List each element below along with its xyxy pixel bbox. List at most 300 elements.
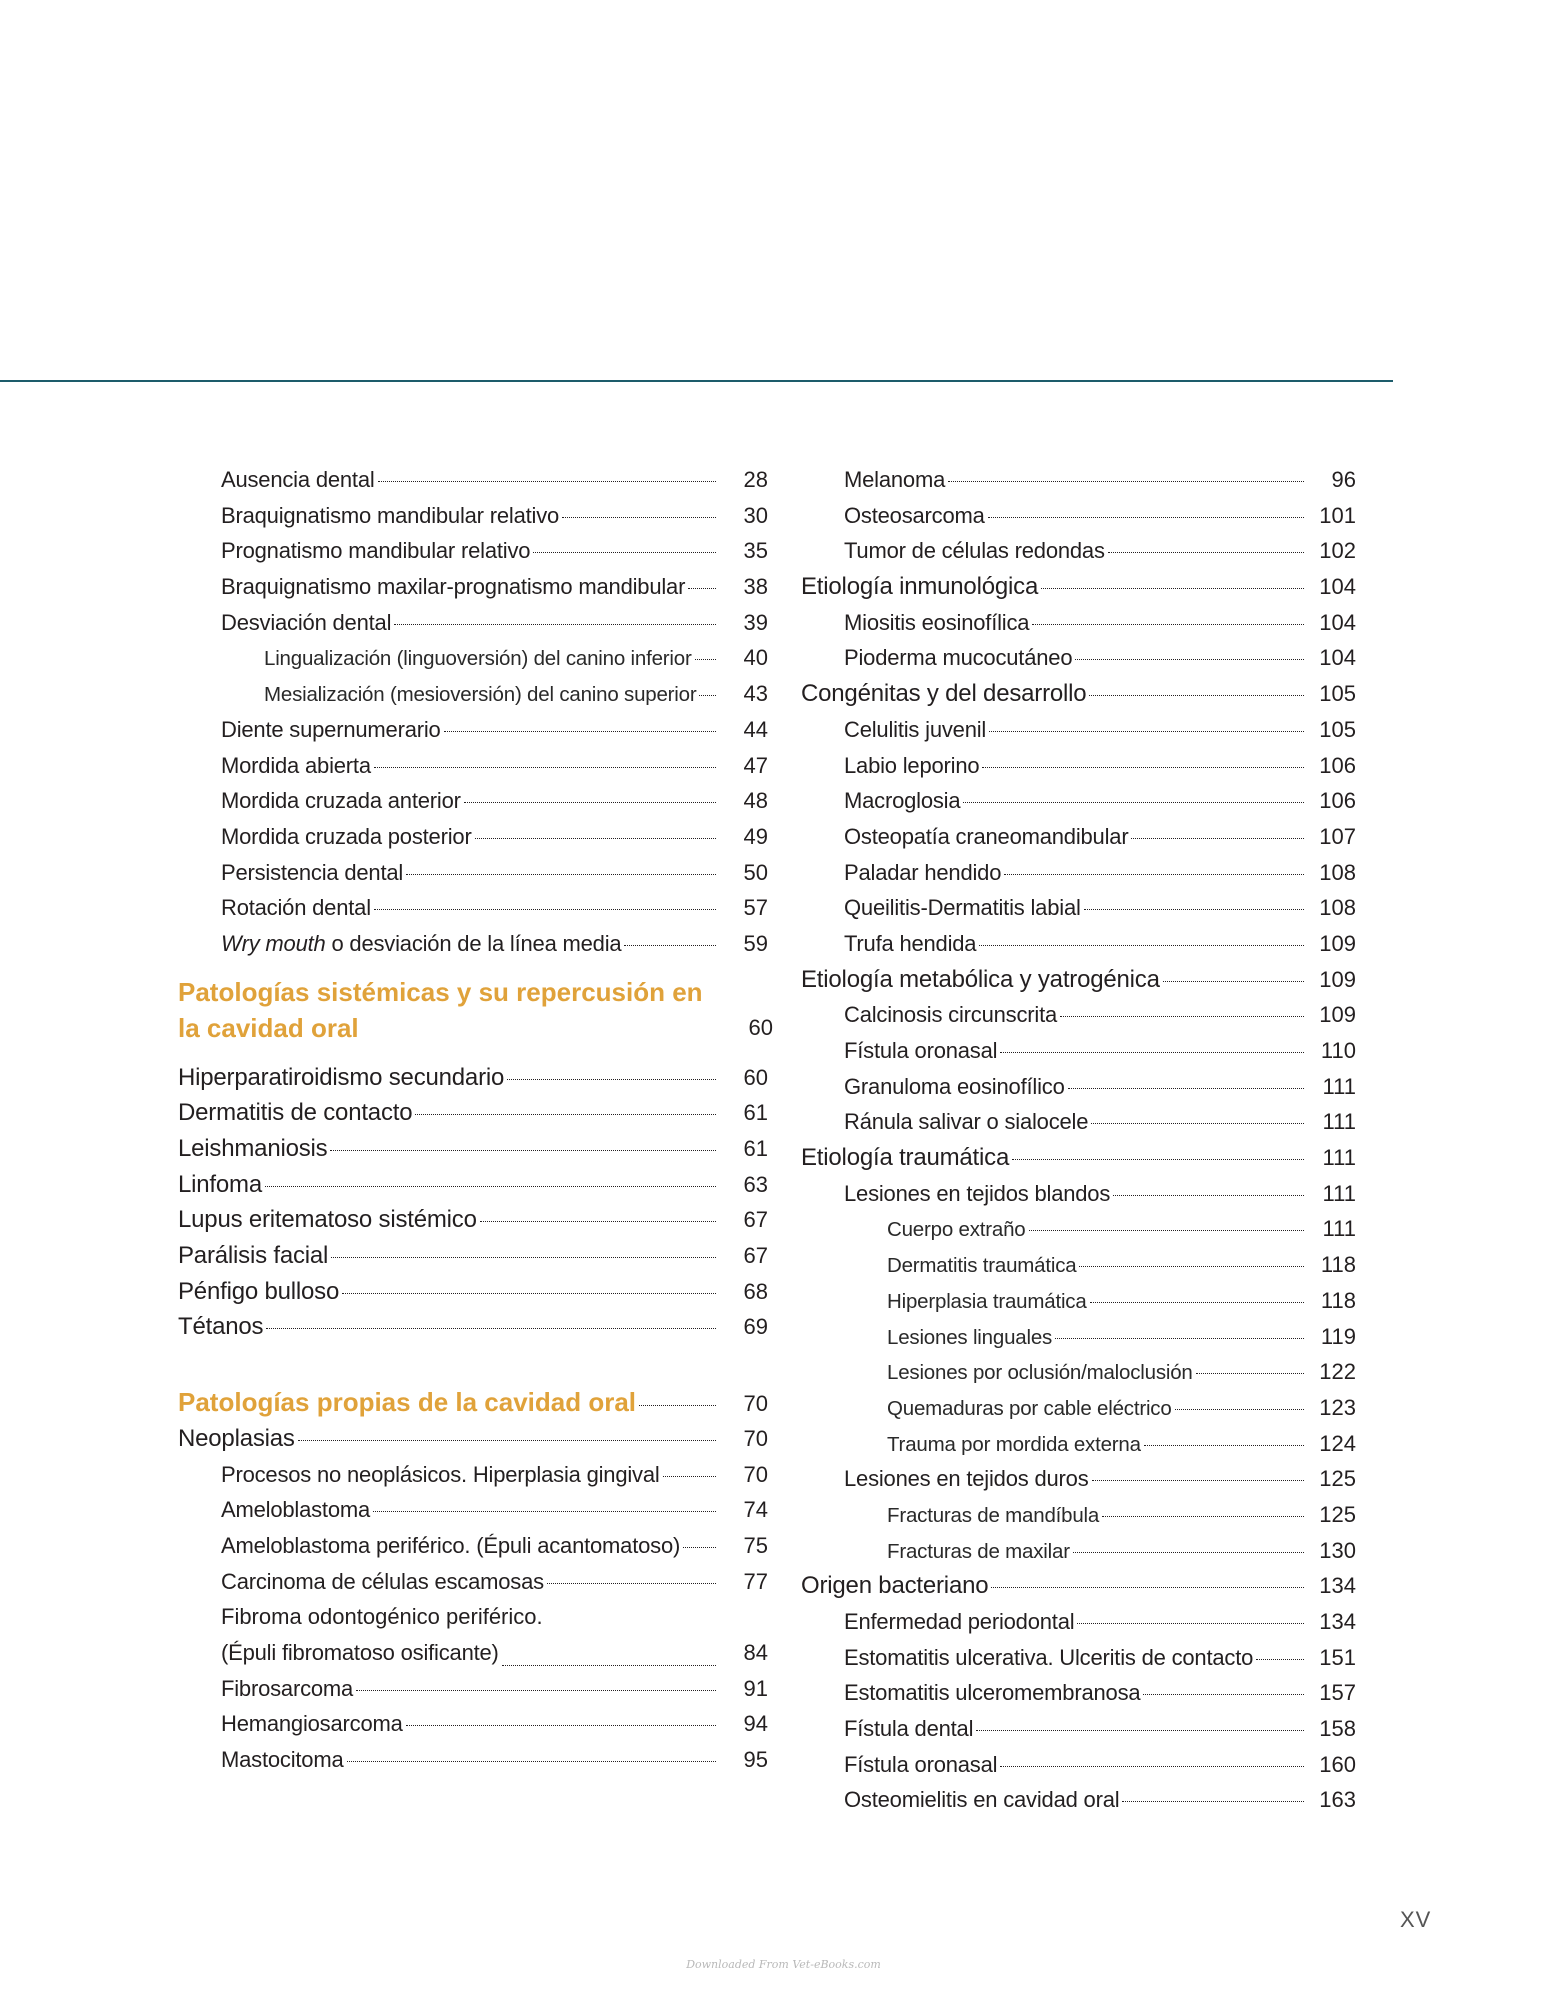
toc-entry-prognatismo-mandibular-relativo[interactable] [178, 533, 768, 569]
toc-entry-label: Labio leporino [844, 752, 980, 778]
toc-entry-label: Fístula oronasal [844, 1038, 998, 1063]
toc-leader-dots [1004, 873, 1304, 875]
toc-entry-osteomielitis-en-cavidad-oral[interactable] [801, 1782, 1356, 1818]
toc-entry-estomatitis-ulceromembranosa[interactable] [801, 1675, 1356, 1711]
toc-entry-line [844, 1782, 1356, 1818]
toc-page-number: 109 [1319, 966, 1356, 992]
toc-leader-dots [415, 1113, 716, 1115]
toc-page-number: 57 [743, 895, 768, 921]
toc-entry-label: Tétanos [178, 1313, 264, 1341]
toc-leader-dots [1000, 1051, 1304, 1053]
toc-page-number: 94 [743, 1711, 768, 1737]
toc-leader-dots [988, 516, 1304, 518]
toc-page-number: 110 [1320, 1038, 1356, 1063]
toc-entry-lingualizacion-linguoversion-del-canino-inferior[interactable] [178, 640, 768, 676]
toc-entry-queilitis-dermatitis-labial[interactable] [801, 890, 1356, 926]
toc-leader-dots [989, 730, 1304, 732]
toc-page-number: 44 [743, 716, 768, 742]
toc-page-number: 108 [1319, 859, 1356, 885]
toc-leader-dots [1012, 1158, 1304, 1160]
toc-page-number: 163 [1319, 1787, 1356, 1813]
toc-page-number: 111 [1322, 1073, 1356, 1099]
toc-entry-label: Paladar hendido [844, 859, 1002, 885]
toc-entry-line [178, 974, 773, 1046]
toc-entry-label: Quemaduras por cable eléctrico [887, 1396, 1172, 1420]
toc-entry-line [801, 1568, 1356, 1604]
toc-entry-line [844, 498, 1356, 534]
toc-entry-mordida-cruzada-posterior[interactable] [178, 819, 768, 855]
toc-entry-macroglosia[interactable] [801, 783, 1356, 819]
toc-entry-line [844, 926, 1356, 962]
toc-entry-label: Persistencia dental [221, 859, 404, 885]
toc-entry-label: Patologías sistémicas y su repercusión en la cavidad oral [178, 976, 703, 1043]
toc-entry-estomatitis-ulcerativa-ulceritis-de-contacto[interactable] [801, 1640, 1356, 1676]
toc-entry-fracturas-de-mandibula[interactable] [801, 1497, 1356, 1533]
toc-entry-lesiones-por-oclusion-maloclusion[interactable] [801, 1354, 1356, 1390]
toc-entry-pioderma-mucocutaneo[interactable] [801, 640, 1356, 676]
toc-entry-line [887, 1211, 1356, 1248]
toc-leader-dots [464, 801, 716, 803]
toc-page-number: 69 [743, 1314, 768, 1340]
toc-entry-line [844, 533, 1356, 569]
toc-page-number: 124 [1319, 1430, 1356, 1456]
toc-leader-dots [1144, 1444, 1304, 1446]
toc-entry-label: Osteopatía craneomandibular [844, 823, 1129, 849]
toc-page-number: 130 [1319, 1537, 1356, 1563]
toc-entry-paladar-hendido[interactable] [801, 855, 1356, 891]
toc-entry-osteopatia-craneomandibular[interactable] [801, 819, 1356, 855]
toc-leader-dots [1075, 658, 1304, 660]
toc-entry-ameloblastoma-periferico-epuli-acantomatoso[interactable] [178, 1528, 768, 1564]
toc-page-number: 70 [743, 1425, 768, 1451]
toc-entry-trufa-hendida[interactable] [801, 926, 1356, 962]
toc-leader-dots [1077, 1622, 1304, 1624]
toc-entry-lesiones-en-tejidos-blandos[interactable] [801, 1176, 1356, 1212]
toc-leader-dots [533, 551, 716, 553]
toc-leader-dots [480, 1220, 716, 1222]
toc-entry-label: Mastocitoma [221, 1747, 344, 1773]
toc-entry-label: Fracturas de maxilar [887, 1539, 1070, 1563]
toc-entry-dermatitis-de-contacto[interactable] [178, 1095, 768, 1131]
toc-page-number: 74 [743, 1497, 768, 1523]
toc-entry-lesiones-en-tejidos-duros[interactable] [801, 1461, 1356, 1497]
toc-leader-dots [507, 1078, 716, 1080]
toc-page-number: 119 [1320, 1323, 1356, 1349]
toc-leader-dots [663, 1475, 716, 1477]
toc-page-number: 47 [743, 752, 768, 778]
toc-leader-dots [1079, 1265, 1304, 1267]
toc-entry-line [178, 1060, 768, 1096]
toc-entry-line [801, 676, 1356, 712]
toc-leader-dots [979, 944, 1304, 946]
toc-entry-braquignatismo-mandibular-relativo[interactable] [178, 498, 768, 534]
toc-entry-label: Carcinoma de células escamosas [221, 1568, 544, 1594]
toc-entry-line [221, 890, 768, 926]
toc-entry-line [221, 605, 768, 641]
toc-entry-origen-bacteriano[interactable] [801, 1568, 1356, 1604]
toc-page-number: 111 [1322, 1145, 1356, 1171]
toc-entry-label: Lingualización (linguoversión) del canino inferior [264, 647, 692, 671]
toc-entry-label: Pénfigo bulloso [178, 1277, 340, 1305]
toc-page-number: 48 [743, 788, 768, 814]
toc-entry-line [844, 783, 1356, 819]
toc-entry-line [221, 1742, 768, 1778]
toc-page-number: 157 [1319, 1680, 1356, 1706]
toc-leader-dots [1175, 1408, 1304, 1410]
toc-entry-congenitas-y-del-desarrollo[interactable] [801, 676, 1356, 712]
toc-leader-dots [547, 1582, 716, 1584]
toc-entry-label: Lesiones por oclusión/maloclusión [887, 1361, 1193, 1385]
toc-leader-dots [1113, 1194, 1304, 1196]
toc-entry-wry-mouth-o-desviacion-de-la-linea-media[interactable] [178, 926, 768, 962]
toc-entry-dermatitis-traumatica[interactable] [801, 1247, 1356, 1283]
toc-entry-label: Fístula dental [844, 1716, 974, 1742]
toc-page-number: 38 [743, 574, 768, 600]
toc-entry-label: Ausencia dental [221, 467, 375, 492]
toc-entry-cuerpo-extrano[interactable] [801, 1211, 1356, 1247]
toc-entry-fistula-dental[interactable] [801, 1711, 1356, 1747]
toc-entry-label: Congénitas y del desarrollo [801, 680, 1087, 708]
toc-entry-label: Braquignatismo maxilar-prognatismo mandibular [221, 574, 686, 600]
toc-entry-trauma-por-mordida-externa[interactable] [801, 1426, 1356, 1462]
toc-page-number: 108 [1319, 895, 1356, 921]
toc-entry-line [844, 819, 1356, 855]
toc-page-number: 68 [743, 1278, 768, 1304]
toc-entry-persistencia-dental[interactable] [178, 855, 768, 891]
toc-leader-dots [1089, 694, 1304, 696]
toc-leader-dots [683, 1546, 716, 1548]
toc-page-number: 106 [1319, 788, 1356, 814]
toc-entry-fracturas-de-maxilar[interactable] [801, 1533, 1356, 1569]
toc-entry-label: Lesiones en tejidos duros [844, 1466, 1089, 1492]
toc-entry-label: Hemangiosarcoma [221, 1711, 403, 1737]
toc-entry-line [221, 569, 768, 605]
toc-entry-line [178, 1167, 768, 1203]
toc-entry-label: Lesiones en tejidos blandos [844, 1180, 1111, 1206]
toc-entry-line [221, 462, 768, 498]
watermark: Downloaded From Vet-eBooks.com [686, 1958, 881, 1971]
toc-entry-label: Mordida abierta [221, 752, 371, 778]
toc-page-number: 123 [1319, 1394, 1356, 1420]
toc-column-right [801, 462, 1356, 1818]
toc-leader-dots [963, 801, 1304, 803]
toc-page-number: 111 [1322, 1109, 1356, 1135]
toc-leader-dots [347, 1760, 716, 1762]
toc-page-number: 39 [743, 609, 768, 635]
toc-page-number: 77 [743, 1568, 768, 1594]
toc-entry-label: Ameloblastoma periférico. (Épuli acantomatoso) [221, 1532, 681, 1558]
toc-entry-label: Estomatitis ulceromembranosa [844, 1680, 1141, 1706]
toc-entry-label: Queilitis-Dermatitis labial [844, 895, 1081, 921]
toc-page-number: 60 [743, 1064, 768, 1090]
toc-leader-dots [1000, 1765, 1304, 1767]
toc-entry-label: Tumor de células redondas [844, 538, 1105, 564]
toc-entry-paralisis-facial[interactable] [178, 1238, 768, 1274]
toc-leader-dots [342, 1292, 716, 1294]
toc-entry-etiologia-metabolica-y-yatrogenica[interactable] [801, 962, 1356, 998]
toc-page-number: 104 [1319, 574, 1356, 600]
toc-entry-label: Lupus eritematoso sistémico [178, 1206, 477, 1234]
toc-entry-tetanos[interactable] [178, 1309, 768, 1345]
toc-entry-line [844, 1069, 1356, 1105]
toc-page-number: 134 [1319, 1573, 1356, 1599]
toc-entry-label: Fracturas de mandíbula [887, 1503, 1100, 1527]
toc-entry-label: Trauma por mordida externa [887, 1432, 1141, 1456]
toc-entry-line [221, 855, 768, 891]
toc-entry-line [221, 1528, 768, 1564]
toc-entry-line [178, 1238, 768, 1274]
toc-entry-label: Mesialización (mesioversión) del canino superior [264, 683, 697, 707]
toc-leader-dots [1029, 1229, 1304, 1231]
toc-entry-line [844, 997, 1356, 1033]
toc-entry-line [844, 855, 1356, 891]
toc-leader-dots [1102, 1515, 1304, 1517]
toc-leader-dots [1060, 1015, 1304, 1017]
toc-entry-miositis-eosinofilica[interactable] [801, 605, 1356, 641]
toc-leader-dots [562, 516, 716, 518]
toc-entry-line [844, 640, 1356, 676]
toc-column-left [178, 462, 773, 1778]
toc-entry-label: (Épuli fibromatoso osificante) [221, 1639, 499, 1665]
toc-leader-dots [1084, 908, 1304, 910]
toc-leader-dots [1091, 1122, 1304, 1124]
toc-leader-dots [378, 480, 716, 482]
toc-entry-line [178, 1309, 768, 1345]
toc-entry-hiperplasia-traumatica[interactable] [801, 1283, 1356, 1319]
toc-entry-label: Procesos no neoplásicos. Hiperplasia gingival [221, 1461, 660, 1487]
toc-leader-dots [406, 1724, 716, 1726]
toc-entry-label: Etiología inmunológica [801, 573, 1039, 601]
toc-entry-etiologia-traumatica[interactable] [801, 1140, 1356, 1176]
toc-leader-dots [444, 730, 716, 732]
toc-page-number: 75 [743, 1532, 768, 1558]
toc-leader-dots [374, 908, 716, 910]
toc-entry-ranula-salivar-o-sialocele[interactable] [801, 1104, 1356, 1140]
toc-entry-label: Linfoma [178, 1170, 262, 1198]
toc-entry-label: Desviación dental [221, 609, 392, 635]
toc-entry-line [887, 1390, 1356, 1427]
toc-entry-line [221, 819, 768, 855]
toc-entry-label: Lesiones linguales [887, 1325, 1053, 1349]
toc-page-number: 49 [743, 823, 768, 849]
toc-entry-mordida-abierta[interactable] [178, 748, 768, 784]
toc-entry-label: Wry mouth o desviación de la línea media [221, 930, 622, 956]
toc-entry-braquignatismo-maxilar-prognatismo-mandibular[interactable] [178, 569, 768, 605]
toc-leader-dots [330, 1149, 716, 1151]
page-number: XV [1400, 1907, 1432, 1932]
toc-entry-label: Trufa hendida [844, 930, 977, 956]
toc-leader-dots [699, 694, 716, 696]
toc-leader-dots [1041, 587, 1304, 589]
toc-entry-procesos-no-neoplasicos-hiperplasia-gingival[interactable] [178, 1457, 768, 1493]
toc-entry-line [844, 1033, 1356, 1069]
toc-leader-dots [991, 1586, 1304, 1588]
toc-entry-diente-supernumerario[interactable] [178, 712, 768, 748]
toc-entry-granuloma-eosinofilico[interactable] [801, 1069, 1356, 1105]
toc-leader-dots [982, 766, 1304, 768]
toc-page-number: 111 [1322, 1180, 1356, 1206]
toc-leader-dots [1143, 1693, 1304, 1695]
toc-leader-dots [624, 944, 716, 946]
toc-page-number: 84 [743, 1639, 768, 1665]
toc-entry-ausencia-dental[interactable] [178, 462, 768, 498]
toc-entry-mastocitoma[interactable] [178, 1742, 768, 1778]
toc-entry-fistula-oronasal[interactable] [801, 1747, 1356, 1783]
toc-entry-penfigo-bulloso[interactable] [178, 1274, 768, 1310]
toc-entry-linfoma[interactable] [178, 1167, 768, 1203]
toc-entry-line [178, 1421, 768, 1457]
toc-entry-hiperparatiroidismo-secundario[interactable] [178, 1060, 768, 1096]
toc-entry-mesializacion-mesioversion-del-canino-superior[interactable] [178, 676, 768, 712]
toc-leader-dots [1055, 1337, 1304, 1339]
toc-entry-label: Diente supernumerario [221, 716, 441, 742]
toc-entry-ameloblastoma[interactable] [178, 1492, 768, 1528]
toc-leader-dots [1073, 1551, 1304, 1553]
toc-leader-dots [374, 766, 716, 768]
toc-entry-line [801, 1140, 1356, 1176]
toc-entry-label: Origen bacteriano [801, 1572, 989, 1600]
toc-entry-label: Fístula oronasal [844, 1751, 998, 1777]
toc-entry-label: Hiperplasia traumática [887, 1289, 1087, 1313]
toc-entry-etiologia-inmunologica[interactable] [801, 569, 1356, 605]
toc-leader-dots [1122, 1800, 1304, 1802]
toc-entry-lupus-eritematoso-sistemico[interactable] [178, 1202, 768, 1238]
toc-page-number: 61 [743, 1136, 768, 1161]
toc-page-number: 105 [1319, 716, 1356, 742]
toc-entry-line [844, 1711, 1356, 1747]
toc-entry-celulitis-juvenil[interactable] [801, 712, 1356, 748]
toc-page-number: 107 [1319, 823, 1356, 849]
toc-entry-line [801, 962, 1356, 998]
toc-page-number: 158 [1319, 1716, 1356, 1742]
toc-entry-label: Dermatitis de contacto [178, 1099, 413, 1127]
toc-entry-label: Rotación dental [221, 895, 371, 921]
toc-leader-dots [1131, 837, 1304, 839]
toc-entry-enfermedad-periodontal[interactable] [801, 1604, 1356, 1640]
toc-entry-label: Enfermedad periodontal [844, 1609, 1075, 1634]
toc-entry-fibroma-odontogenico-periferico[interactable] [178, 1599, 768, 1670]
toc-entry-hemangiosarcoma[interactable] [178, 1706, 768, 1742]
toc-entry-label: Granuloma eosinofílico [844, 1073, 1065, 1099]
toc-entry-leishmaniosis[interactable] [178, 1131, 768, 1167]
toc-leader-dots [1163, 980, 1304, 982]
toc-entry-tumor-de-celulas-redondas[interactable] [801, 533, 1356, 569]
toc-entry-line [221, 1671, 768, 1707]
toc-entry-label: Patologías propias de la cavidad oral [178, 1387, 637, 1418]
toc-entry-fibrosarcoma[interactable] [178, 1671, 768, 1707]
toc-entry-line [221, 783, 768, 819]
toc-page-number: 106 [1319, 752, 1356, 778]
toc-entry-label: Osteosarcoma [844, 502, 985, 528]
toc-entry-line [178, 1385, 768, 1422]
toc-entry-line [844, 1604, 1356, 1640]
toc-leader-dots [1092, 1479, 1305, 1481]
toc-entry-line [178, 1095, 768, 1131]
toc-leader-dots [265, 1185, 716, 1187]
toc-entry-mordida-cruzada-anterior[interactable] [178, 783, 768, 819]
toc-entry-label: Fibrosarcoma [221, 1675, 354, 1701]
toc-leader-dots [373, 1510, 716, 1512]
toc-page-number: 118 [1320, 1252, 1356, 1278]
toc-leader-dots [1090, 1301, 1304, 1303]
toc-entry-line [221, 1635, 768, 1671]
toc-entry-label: Estomatitis ulcerativa. Ulceritis de contacto [844, 1644, 1254, 1670]
toc-leader-dots [688, 587, 716, 589]
toc-page-number: 96 [1331, 467, 1356, 492]
toc-leader-dots [1196, 1372, 1304, 1374]
toc-entry-line [844, 605, 1356, 641]
toc-page-number: 111 [1322, 1216, 1356, 1242]
toc-entry-quemaduras-por-cable-electrico[interactable] [801, 1390, 1356, 1426]
toc-entry-fistula-oronasal[interactable] [801, 1033, 1356, 1069]
toc-entry-first-line: Fibroma odontogénico periférico. [221, 1604, 543, 1630]
toc-page-number: 61 [743, 1100, 768, 1126]
toc-entry-label: Dermatitis traumática [887, 1254, 1077, 1278]
toc-entry-line [844, 1640, 1356, 1676]
toc-entry-melanoma[interactable] [801, 462, 1356, 498]
toc-page-number: 43 [743, 681, 768, 707]
toc-entry-line [844, 890, 1356, 926]
toc-entry-carcinoma-de-celulas-escamosas[interactable] [178, 1564, 768, 1600]
toc-entry-line [221, 1492, 768, 1528]
toc-entry-neoplasias[interactable] [178, 1421, 768, 1457]
toc-entry-line [801, 569, 1356, 605]
toc-page-number: 28 [743, 467, 768, 492]
toc-entry-line [221, 498, 768, 534]
toc-section-patologias-sistemicas-y-su-repercusion-en-la-cav[interactable] [178, 974, 773, 1046]
toc-page-number: 35 [743, 538, 768, 564]
toc-entry-line [221, 1564, 768, 1600]
toc-entry-label: Celulitis juvenil [844, 716, 987, 742]
toc-entry-line [221, 533, 768, 569]
toc-page-number: 122 [1319, 1359, 1356, 1385]
toc-page-number: 104 [1319, 609, 1356, 635]
toc-entry-desviacion-dental[interactable] [178, 605, 768, 641]
toc-entry-label: Parálisis facial [178, 1242, 329, 1270]
toc-entry-label: Macroglosia [844, 788, 961, 814]
toc-entry-line [844, 712, 1356, 748]
toc-entry-label: Etiología traumática [801, 1144, 1010, 1172]
toc-leader-dots [948, 480, 1304, 482]
toc-page-number: 102 [1319, 538, 1356, 564]
toc-leader-dots [695, 658, 716, 660]
toc-entry-line [887, 1533, 1356, 1570]
toc-entry-line [887, 1497, 1356, 1534]
toc-entry-osteosarcoma[interactable] [801, 498, 1356, 534]
toc-page-number: 50 [743, 859, 768, 885]
toc-entry-label: Pioderma mucocutáneo [844, 645, 1073, 671]
toc-entry-label: Ránula salivar o sialocele [844, 1109, 1089, 1135]
toc-leader-dots [1256, 1658, 1304, 1660]
toc-entry-calcinosis-circunscrita[interactable] [801, 997, 1356, 1033]
toc-entry-rotacion-dental[interactable] [178, 890, 768, 926]
toc-entry-line [887, 1319, 1356, 1356]
toc-leader-dots [639, 1404, 716, 1406]
toc-page-number: 60 [748, 1014, 773, 1040]
toc-page-number: 63 [743, 1171, 768, 1197]
toc-entry-label: Braquignatismo mandibular relativo [221, 502, 560, 528]
toc-entry-lesiones-linguales[interactable] [801, 1319, 1356, 1355]
toc-section-patologias-propias-de-la-cavidad-oral[interactable] [178, 1385, 768, 1421]
toc-page-number: 101 [1319, 502, 1356, 528]
toc-entry-labio-leporino[interactable] [801, 748, 1356, 784]
toc-entry-line [178, 1131, 768, 1167]
toc-entry-line [844, 1747, 1356, 1783]
toc-entry-label: Etiología metabólica y yatrogénica [801, 965, 1160, 993]
toc-page-number: 95 [743, 1747, 768, 1773]
toc-leader-dots [502, 1664, 716, 1666]
toc-page-number: 105 [1319, 681, 1356, 707]
